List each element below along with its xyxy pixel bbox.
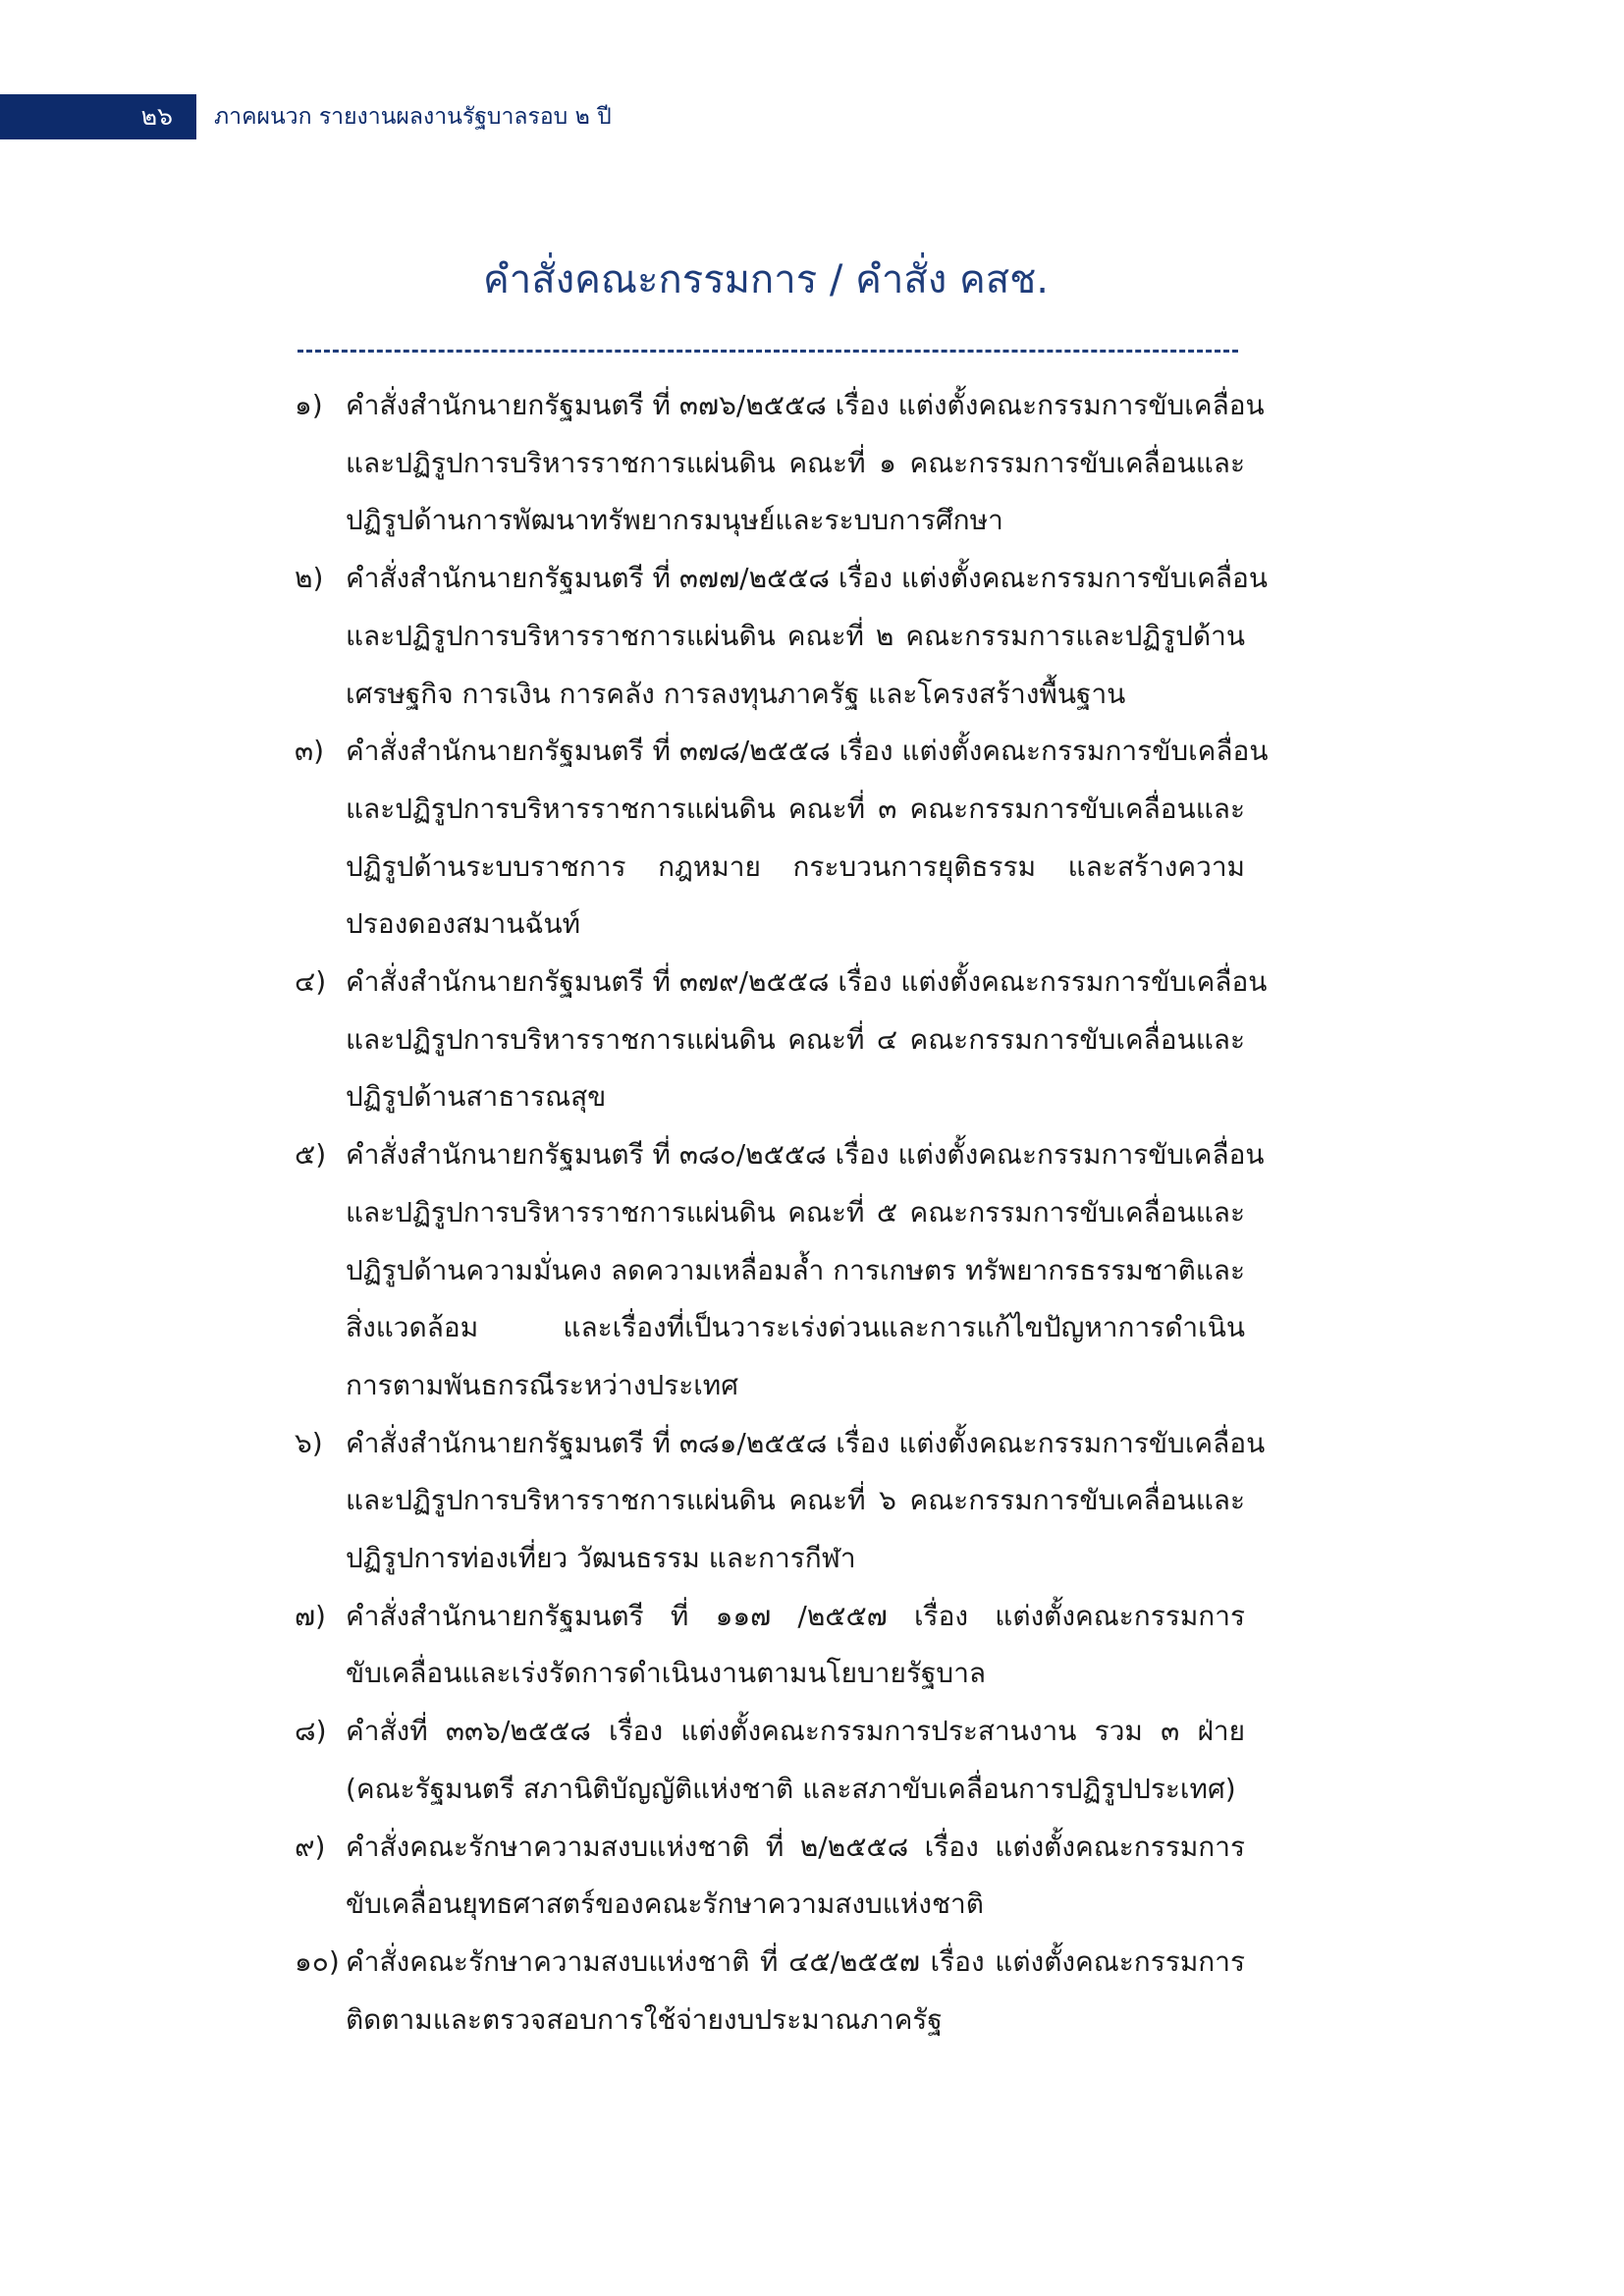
list-item-line: คำสั่งสำนักนายกรัฐมนตรี ที่ ๑๑๗ /๒๕๕๗ เรื่อง แต่งตั้งคณะกรรมการ bbox=[346, 1599, 1245, 1632]
list-item-number: ๕) bbox=[295, 1138, 327, 1172]
list-item-line: คำสั่งสำนักนายกรัฐมนตรี ที่ ๓๘๐/๒๕๕๘ เรื่อง แต่งตั้งคณะกรรมการขับเคลื่อน bbox=[346, 1138, 1265, 1172]
list-item bbox=[295, 954, 1268, 1126]
list-item-line: ปฏิรูปด้านความมั่นคง ลดความเหลื่อมล้ำ การเกษตร ทรัพยากรธรรมชาติและ bbox=[346, 1253, 1245, 1286]
list-item bbox=[295, 1819, 1245, 1934]
list-item-line: สิ่งแวดล้อม และเรื่องที่เป็นวาระเร่งด่วนและการแก้ไขปัญหาการดำเนิน bbox=[346, 1311, 1245, 1344]
list-item-line: คำสั่งสำนักนายกรัฐมนตรี ที่ ๓๗๙/๒๕๕๘ เรื่อง แต่งตั้งคณะกรรมการขับเคลื่อน bbox=[346, 965, 1268, 999]
list-item-number: ๓) bbox=[295, 735, 325, 768]
running-title: ภาคผนวก รายงานผลงานรัฐบาลรอบ ๒ ปี bbox=[214, 104, 612, 130]
list-item bbox=[295, 723, 1269, 954]
list-item-line: และปฏิรูปการบริหารราชการแผ่นดิน คณะที่ ๑ คณะกรรมการขับเคลื่อนและ bbox=[346, 446, 1245, 479]
list-item-line: ขับเคลื่อนและเร่งรัดการดำเนินงานตามนโยบายรัฐบาล bbox=[346, 1657, 987, 1690]
list-item-number: ๔) bbox=[295, 965, 327, 999]
list-item-line: การตามพันธกรณีระหว่างประเทศ bbox=[346, 1368, 739, 1401]
list-item-line: คำสั่งคณะรักษาความสงบแห่งชาติ ที่ ๒/๒๕๕๘ เรื่อง แต่งตั้งคณะกรรมการ bbox=[346, 1830, 1245, 1863]
list-item-number: ๘) bbox=[295, 1715, 327, 1748]
list-item-number: ๑) bbox=[295, 389, 323, 421]
page-header bbox=[0, 94, 785, 139]
list-item-line: คำสั่งสำนักนายกรัฐมนตรี ที่ ๓๗๖/๒๕๕๘ เรื่อง แต่งตั้งคณะกรรมการขับเคลื่อน bbox=[346, 389, 1265, 421]
list-item bbox=[295, 1588, 1245, 1703]
list-item-number: ๖) bbox=[295, 1426, 323, 1459]
list-item-line: คำสั่งคณะรักษาความสงบแห่งชาติ ที่ ๔๕/๒๕๕๗ เรื่อง แต่งตั้งคณะกรรมการ bbox=[346, 1944, 1245, 1978]
list-item-line: และปฏิรูปการบริหารราชการแผ่นดิน คณะที่ ๕ คณะกรรมการขับเคลื่อนและ bbox=[346, 1195, 1245, 1229]
list-item-line: ปฏิรูปการท่องเที่ยว วัฒนธรรม และการกีฬา bbox=[346, 1542, 856, 1575]
list-item-line: และปฏิรูปการบริหารราชการแผ่นดิน คณะที่ ๖ คณะกรรมการขับเคลื่อนและ bbox=[346, 1484, 1245, 1517]
list-item-number: ๗) bbox=[295, 1599, 326, 1632]
list-item bbox=[295, 1934, 1245, 2049]
list-item-line: ปฏิรูปด้านการพัฒนาทรัพยากรมนุษย์และระบบการศึกษา bbox=[346, 504, 1003, 537]
list-item-line: ติดตามและตรวจสอบการใช้จ่ายงบประมาณภาครัฐ bbox=[346, 2002, 943, 2036]
order-list bbox=[295, 377, 1269, 2049]
list-item bbox=[295, 550, 1268, 723]
list-item-line: ปรองดองสมานฉันท์ bbox=[346, 907, 581, 941]
list-item-line: และปฏิรูปการบริหารราชการแผ่นดิน คณะที่ ๔ คณะกรรมการขับเคลื่อนและ bbox=[346, 1022, 1245, 1056]
list-item-number: ๑๐) bbox=[295, 1944, 340, 1978]
list-item bbox=[295, 1415, 1266, 1588]
list-item-line: เศรษฐกิจ การเงิน การคลัง การลงทุนภาครัฐ และโครงสร้างพื้นฐาน bbox=[346, 677, 1126, 710]
list-item-line: ปฏิรูปด้านระบบราชการ กฎหมาย กระบวนการยุติธรรม และสร้างความ bbox=[346, 849, 1245, 883]
list-item-line: คำสั่งสำนักนายกรัฐมนตรี ที่ ๓๘๑/๒๕๕๘ เรื่อง แต่งตั้งคณะกรรมการขับเคลื่อน bbox=[346, 1426, 1266, 1459]
list-item-line: (คณะรัฐมนตรี สภานิติบัญญัติแห่งชาติ และสภาขับเคลื่อนการปฏิรูปประเทศ) bbox=[346, 1772, 1236, 1805]
list-item-line: คำสั่งสำนักนายกรัฐมนตรี ที่ ๓๗๘/๒๕๕๘ เรื่อง แต่งตั้งคณะกรรมการขับเคลื่อน bbox=[346, 735, 1269, 768]
list-item-line: และปฏิรูปการบริหารราชการแผ่นดิน คณะที่ ๓ คณะกรรมการขับเคลื่อนและ bbox=[346, 792, 1245, 825]
list-item-line: ปฏิรูปด้านสาธารณสุข bbox=[346, 1080, 607, 1114]
page-title: คำสั่งคณะกรรมการ / คำสั่ง คสช. bbox=[482, 257, 1050, 302]
list-item-line: ขับเคลื่อนยุทธศาสตร์ของคณะรักษาความสงบแห่งชาติ bbox=[346, 1887, 984, 1921]
list-item-number: ๙) bbox=[295, 1830, 326, 1863]
page-number: ๒๖ bbox=[0, 94, 196, 139]
title-divider bbox=[298, 350, 1238, 353]
list-item bbox=[295, 1703, 1245, 1818]
list-item-line: และปฏิรูปการบริหารราชการแผ่นดิน คณะที่ ๒ คณะกรรมการและปฏิรูปด้าน bbox=[346, 619, 1245, 652]
list-item-line: คำสั่งสำนักนายกรัฐมนตรี ที่ ๓๗๗/๒๕๕๘ เรื่อง แต่งตั้งคณะกรรมการขับเคลื่อน bbox=[346, 562, 1268, 595]
list-item-number: ๒) bbox=[295, 562, 324, 595]
list-item bbox=[295, 377, 1265, 550]
list-item-line: คำสั่งที่ ๓๓๖/๒๕๕๘ เรื่อง แต่งตั้งคณะกรรมการประสานงาน รวม ๓ ฝ่าย bbox=[346, 1715, 1245, 1748]
list-item bbox=[295, 1126, 1265, 1415]
